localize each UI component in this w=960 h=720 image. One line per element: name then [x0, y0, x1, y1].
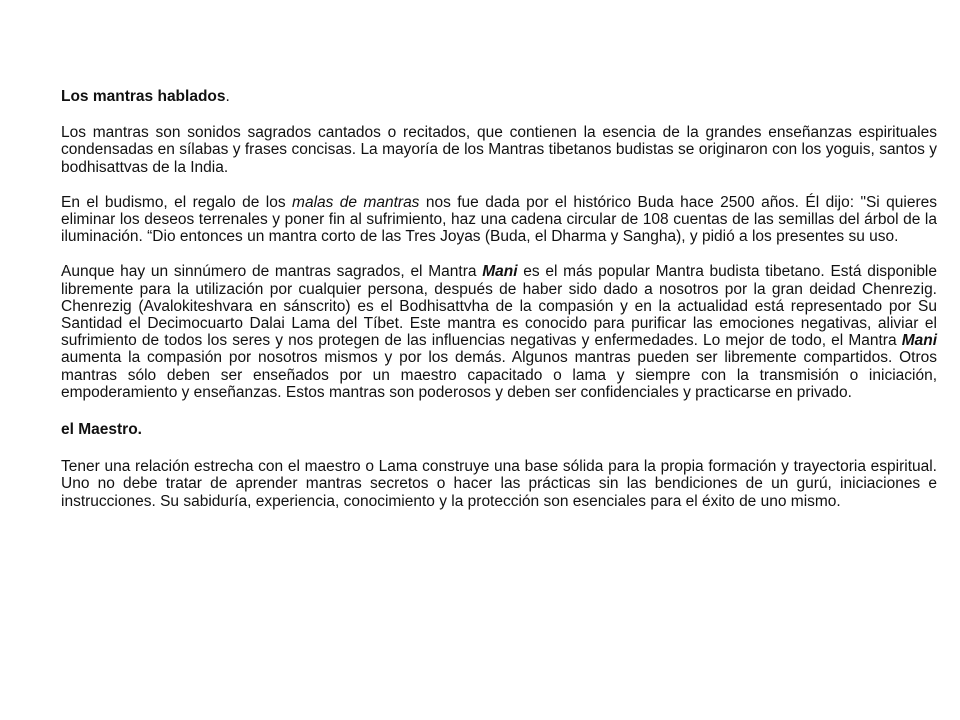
- paragraph-buddhism-malas: [61, 194, 937, 246]
- paragraph-maestro: Tener una relación estrecha con el maestro o Lama construye una base sólida para la propia formación y trayectoria espiritual. Uno no debe tratar de aprender mantras secretos o hacer las prácticas sin las bendiciones de un gurú, iniciaciones e instrucciones. Su sabiduría, experiencia, conocimiento y la protección son esenciales para el éxito de uno mismo.: [61, 458, 937, 510]
- emphasis-mani-2: Mani: [901, 332, 937, 350]
- section-heading-mantras-text: Los mantras hablados: [61, 88, 226, 105]
- paragraph-mani-part-1: Aunque hay un sinnúmero de mantras sagrados, el Mantra: [61, 263, 483, 281]
- text-body: [61, 88, 937, 510]
- paragraph-mani-part-3: aumenta la compasión por nosotros mismos y por los demás. Algunos mantras pueden ser libremente compartidos. Otros mantras sólo deben ser enseñados por un maestro capacitado o lama y siempre con la transmisión o iniciación, empoderamiento y enseñanzas. Estos mantras son poderosos y deben ser confidenciales y practicarse en privado.: [61, 349, 937, 401]
- paragraph-buddhism-malas-end: nos fue dada por el histórico Buda hace 2500 años. Él dijo: "Si quieres eliminar los deseos terrenales y poner fin al sufrimiento, haz una cadena circular de 108 cuentas de las semillas del árbol de la iluminación. “Dio entonces un mantra corto de las Tres Joyas (Buda, el Dharma y Sangha), y pidió a los presentes su uso.: [61, 193, 937, 246]
- paragraph-buddhism-malas-start: En el budismo, el regalo de los: [61, 193, 293, 211]
- paragraph-mani-mantra: [61, 263, 937, 401]
- paragraph-mantras-definition: Los mantras son sonidos sagrados cantados o recitados, que contienen la esencia de la grandes enseñanzas espirituales condensadas en sílabas y frases concisas. La mayoría de los Mantras tibetanos budistas se originaron con los yoguis, santos y bodhisattvas de la India.: [61, 124, 937, 176]
- italic-malas-de-mantras: malas de mantras: [292, 193, 420, 211]
- section-heading-maestro: el Maestro.: [61, 421, 142, 439]
- paragraph-mani-part-2: es el más popular Mantra budista tibetano. Está disponible libremente para la utilización por cualquier persona, después de haber sido dado a nosotros por la gran deidad Chenrezig. Chenrezig (Avalokiteshvara en sánscrito) es el Bodhisattvha de la compasión y en la actualidad está representado por Su Santidad el Decimocuarto Dalai Lama del Tíbet. Este mantra es conocido para purificar las emociones negativas, aliviar el sufrimiento de todos los seres y nos protegen de las influencias negativas y enfermedades. Lo mejor de todo, el Mantra: [61, 263, 937, 350]
- emphasis-mani-1: Mani: [482, 263, 518, 281]
- section-heading-mantras-period: .: [225, 88, 230, 105]
- section-heading-mantras: [61, 88, 937, 105]
